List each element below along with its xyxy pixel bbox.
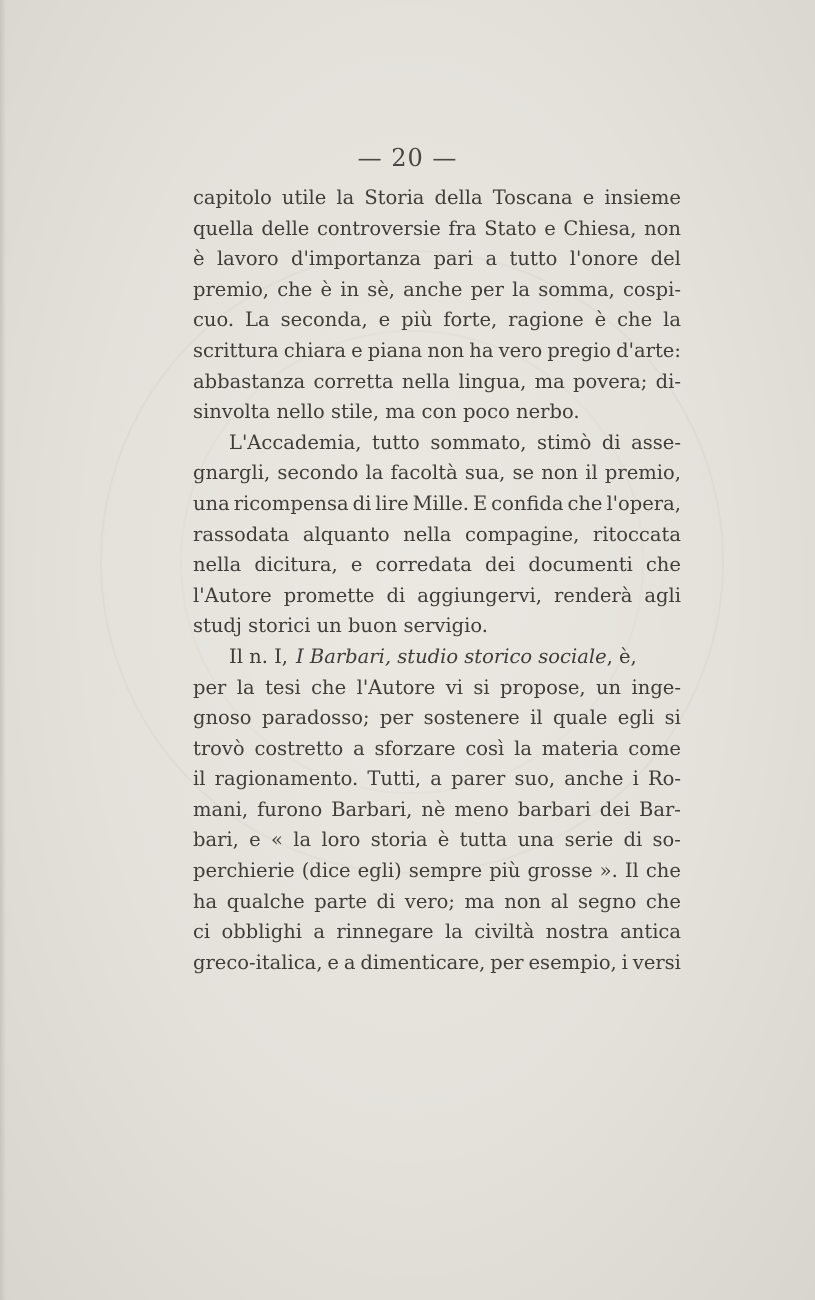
text-line: perchierie (dice egli) sempre più grosse ». Il che	[193, 859, 681, 883]
text-line: una ricompensa di lire Mille. E confida che l'opera,	[193, 491, 681, 515]
text-line-start: Il n. I,	[229, 644, 288, 668]
text-line: gnoso paradosso; per sostenere il quale egli si	[193, 706, 681, 730]
page-edge-shadow	[0, 0, 6, 1300]
text-line: sinvolta nello stile, ma con poco nerbo.	[193, 400, 580, 424]
text-line: quella delle controversie fra Stato e Chiesa, non	[193, 216, 681, 240]
text-line: capitolo utile la Storia della Toscana e insieme	[193, 186, 681, 209]
text-line: rassodata alquanto nella compagine, ritoccata	[193, 522, 681, 546]
text-line: ci obblighi a rinnegare la civiltà nostra antica	[193, 920, 681, 944]
text-line: premio, che è in sè, anche per la somma, cospi-	[193, 277, 681, 301]
text-line: per la tesi che l'Autore vi si propose, un inge-	[193, 675, 681, 699]
body-text	[193, 183, 681, 978]
text-line: ha qualche parte di vero; ma non al segno che	[193, 889, 681, 913]
text-line: nella dicitura, e corredata dei documenti che	[193, 553, 681, 577]
text-line: scrittura chiara e piana non ha vero pregio d'arte:	[193, 338, 681, 362]
text-line: abbastanza corretta nella lingua, ma povera; di-	[193, 369, 681, 393]
text-line: bari, e « la loro storia è tutta una serie di so-	[193, 828, 681, 852]
text-line: L'Accademia, tutto sommato, stimò di asse-	[229, 430, 681, 454]
text-line: cuo. La seconda, e più forte, ragione è che la	[193, 308, 681, 332]
text-line: gnargli, secondo la facoltà sua, se non il premio,	[193, 461, 681, 485]
text-line: il ragionamento. Tutti, a parer suo, anche i Ro-	[193, 767, 681, 791]
text-line-with-title	[193, 642, 681, 673]
text-line: studj storici un buon servigio.	[193, 614, 488, 638]
text-line: greco-italica, e a dimenticare, per esempio, i versi	[193, 950, 681, 974]
text-line: l'Autore promette di aggiungervi, renderà agli	[193, 583, 681, 607]
italic-book-title: I Barbari, studio storico sociale	[296, 644, 607, 668]
text-line: trovò costretto a sforzare così la materia come	[193, 736, 681, 760]
text-line: è lavoro d'importanza pari a tutto l'onore del	[193, 247, 681, 271]
page-number: — 20 —	[357, 144, 458, 172]
text-line-end: , è,	[606, 644, 637, 668]
text-line: mani, furono Barbari, nè meno barbari dei Bar-	[193, 797, 681, 821]
